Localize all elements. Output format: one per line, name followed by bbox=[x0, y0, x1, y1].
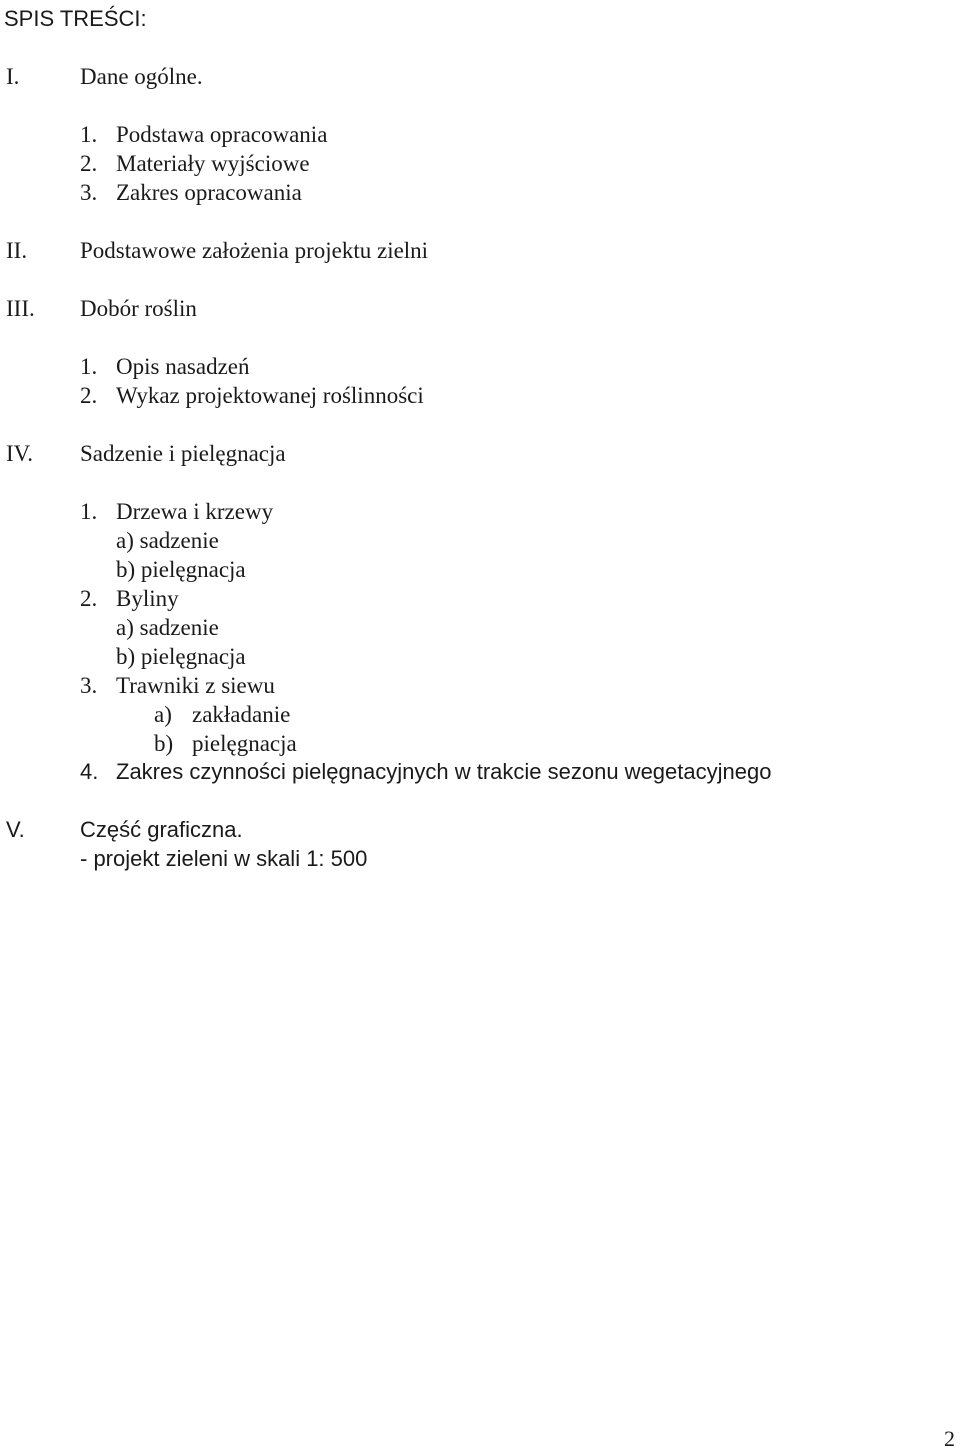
section-4-number: IV. bbox=[6, 441, 34, 466]
section-4-item-1-sub-b: b) pielęgnacja bbox=[116, 557, 246, 582]
section-4-item-1-sub-a: a) sadzenie bbox=[116, 528, 219, 553]
section-1-item-3-label: Zakres opracowania bbox=[116, 180, 302, 205]
section-4-item-2-number: 2. bbox=[80, 586, 98, 611]
section-3-item-1-label: Opis nasadzeń bbox=[116, 354, 250, 379]
section-4-item-4-number: 4. bbox=[80, 759, 99, 784]
section-4-item-4-label: Zakres czynności pielęgnacyjnych w trakcie sezonu wegetacyjnego bbox=[116, 759, 772, 784]
section-3-item-1-number: 1. bbox=[80, 354, 98, 379]
page-number: 2 bbox=[944, 1426, 955, 1451]
section-2-label: Podstawowe założenia projektu zielni bbox=[80, 238, 429, 263]
section-5-number: V. bbox=[6, 817, 25, 842]
section-1-item-3-number: 3. bbox=[80, 180, 98, 205]
section-2-number: II. bbox=[6, 238, 28, 263]
section-4-item-1-label: Drzewa i krzewy bbox=[116, 499, 274, 524]
section-4-item-3-sub-b-letter: b) bbox=[154, 731, 174, 756]
section-1-number: I. bbox=[6, 64, 20, 89]
section-4-item-2-sub-b: b) pielęgnacja bbox=[116, 644, 246, 669]
section-1-item-1-label: Podstawa opracowania bbox=[116, 122, 328, 147]
section-3-item-2-number: 2. bbox=[80, 383, 98, 408]
toc-title: SPIS TREŚCI: bbox=[4, 6, 147, 31]
section-4-item-1-number: 1. bbox=[80, 499, 98, 524]
section-4-item-2-label: Byliny bbox=[116, 586, 179, 611]
section-3-item-2-label: Wykaz projektowanej roślinności bbox=[116, 383, 424, 408]
section-4-label: Sadzenie i pielęgnacja bbox=[80, 441, 286, 466]
section-4-item-3-sub-a: zakładanie bbox=[192, 702, 291, 727]
section-4-item-3-sub-a-letter: a) bbox=[154, 702, 172, 727]
section-4-item-2-sub-a: a) sadzenie bbox=[116, 615, 219, 640]
section-5-label: Część graficzna. bbox=[80, 817, 243, 842]
section-1-item-2-label: Materiały wyjściowe bbox=[116, 151, 310, 176]
section-1-label: Dane ogólne. bbox=[80, 64, 203, 89]
section-3-number: III. bbox=[6, 296, 35, 321]
section-4-item-3-label: Trawniki z siewu bbox=[116, 673, 275, 698]
section-5-note: - projekt zieleni w skali 1: 500 bbox=[80, 846, 368, 871]
section-1-item-2-number: 2. bbox=[80, 151, 98, 176]
section-4-item-3-sub-b: pielęgnacja bbox=[192, 731, 297, 756]
section-4-item-3-number: 3. bbox=[80, 673, 98, 698]
section-3-label: Dobór roślin bbox=[80, 296, 197, 321]
section-1-item-1-number: 1. bbox=[80, 122, 98, 147]
